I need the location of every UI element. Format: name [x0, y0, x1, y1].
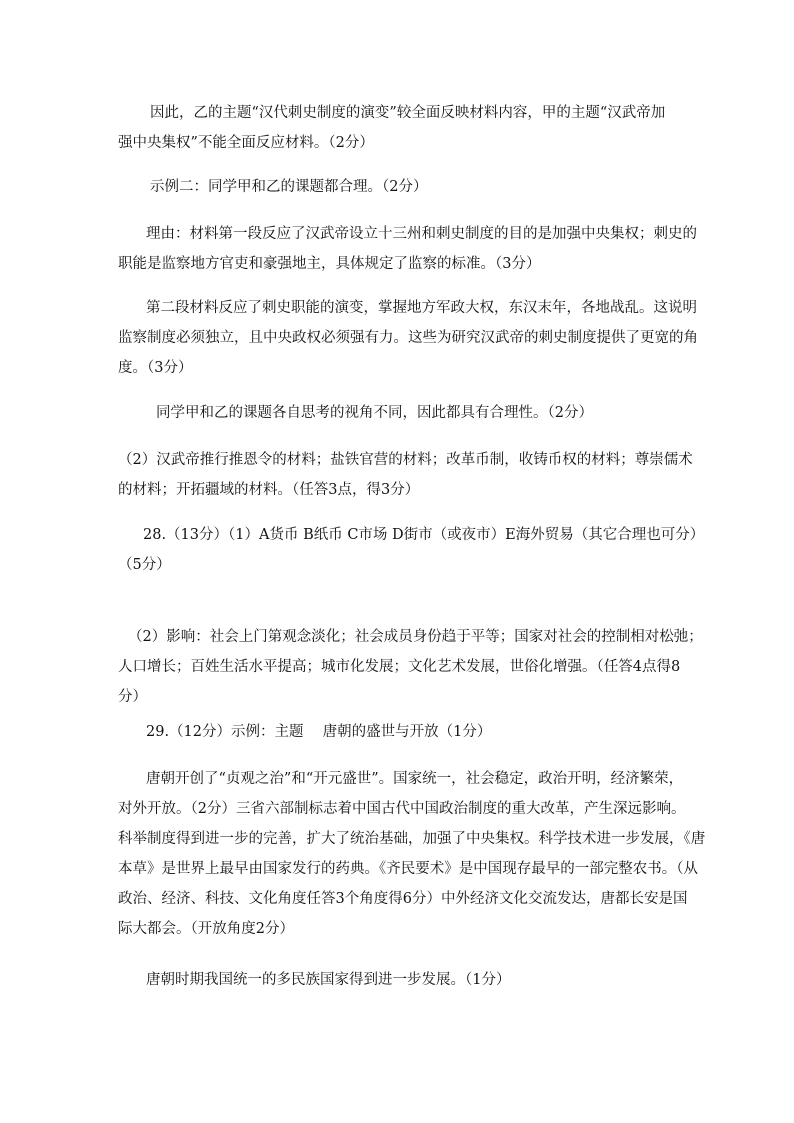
text-line: 理由：材料第一段反应了汉武帝设立十三州和刺史制度的目的是加强中央集权；刺史的 [146, 226, 697, 242]
text-line: 际大都会。（开放角度2分） [118, 921, 294, 937]
paragraph-question-28-1 [118, 520, 705, 580]
paragraph-question-29-theme [146, 717, 706, 747]
text-line: 唐朝开创了“贞观之治”和“开元盛世”。国家统一，社会稳定，政治开明，经济繁荣， [146, 771, 684, 787]
text-line: 政治、经济、科技、文化角度任答3个角度得6分）中外经济文化交流发达，唐都长安是国 [118, 891, 688, 907]
paragraph-question-28-2 [118, 622, 703, 712]
text-line: 职能是监察地方官吏和豪强地主，具体规定了监察的标准。（3分） [118, 256, 541, 272]
text-line: 第二段材料反应了刺史职能的演变，掌握地方军政大权，东汉末年，各地战乱。这说明 [146, 300, 697, 316]
paragraph-conclusion [118, 98, 710, 158]
text-line: 度。（3分） [118, 360, 193, 376]
text-line: （5分） [118, 557, 171, 573]
paragraph-tang-unity [146, 965, 706, 995]
text-line: 科举制度得到进一步的完善，扩大了统治基础，加强了中央集权。科学技术进一步发展，《唐 [118, 831, 706, 847]
text-line: 示例二：同学甲和乙的课题都合理。（2分） [150, 179, 428, 195]
text-line: 的材料；开拓疆域的材料。（任答3点，得3分） [118, 482, 420, 498]
text-line: 分） [118, 689, 147, 705]
text-line: 因此，乙的主题“汉代刺史制度的演变”较全面反映材料内容，甲的主题“汉武帝加 [150, 105, 666, 121]
text-line: 本草》是世界上最早由国家发行的药典。《齐民要术》是中国现存最早的一部完整农书。（从 [118, 861, 698, 877]
text-line: 28.（13分）（1）A货币 B纸币 C市场 D街市（或夜市）E海外贸易（其它合理也可分） [143, 527, 705, 543]
text-line: （2）汉武帝推行推恩令的材料；盐铁官营的材料；改革币制，收铸币权的材料；尊崇儒术 [118, 452, 693, 468]
text-line: 同学甲和乙的课题各自思考的视角不同，因此都具有合理性。（2分） [156, 405, 593, 421]
text-line: 唐朝时期我国统一的多民族国家得到进一步发展。（1分） [146, 972, 511, 988]
paragraph-tang-dynasty [118, 764, 706, 944]
paragraph-second-material [118, 293, 706, 383]
text-line: 强中央集权”不能全面反应材料。（2分） [118, 135, 374, 151]
paragraph-reason [118, 219, 706, 279]
text-line: 对外开放。（2分）三省六部制标志着中国古代中国政治制度的重大改革，产生深远影响。 [118, 801, 686, 817]
text-line: （2）影响：社会上门第观念淡化；社会成员身份趋于平等；国家对社会的控制相对松弛； [128, 629, 703, 645]
text-line: 监察制度必须独立，且中央政权必须强有力。这些为研究汉武帝的刺史制度提供了更宽的角 [118, 330, 698, 346]
paragraph-both-reasonable [156, 398, 716, 428]
paragraph-question-27-2 [118, 445, 693, 505]
text-line: 人口增长；百姓生活水平提高；城市化发展；文化艺术发展，世俗化增强。（任答4点得8 [118, 659, 681, 675]
paragraph-example-two [150, 172, 710, 202]
text-line: 29.（12分）示例：主题 唐朝的盛世与开放（1分） [146, 724, 492, 740]
